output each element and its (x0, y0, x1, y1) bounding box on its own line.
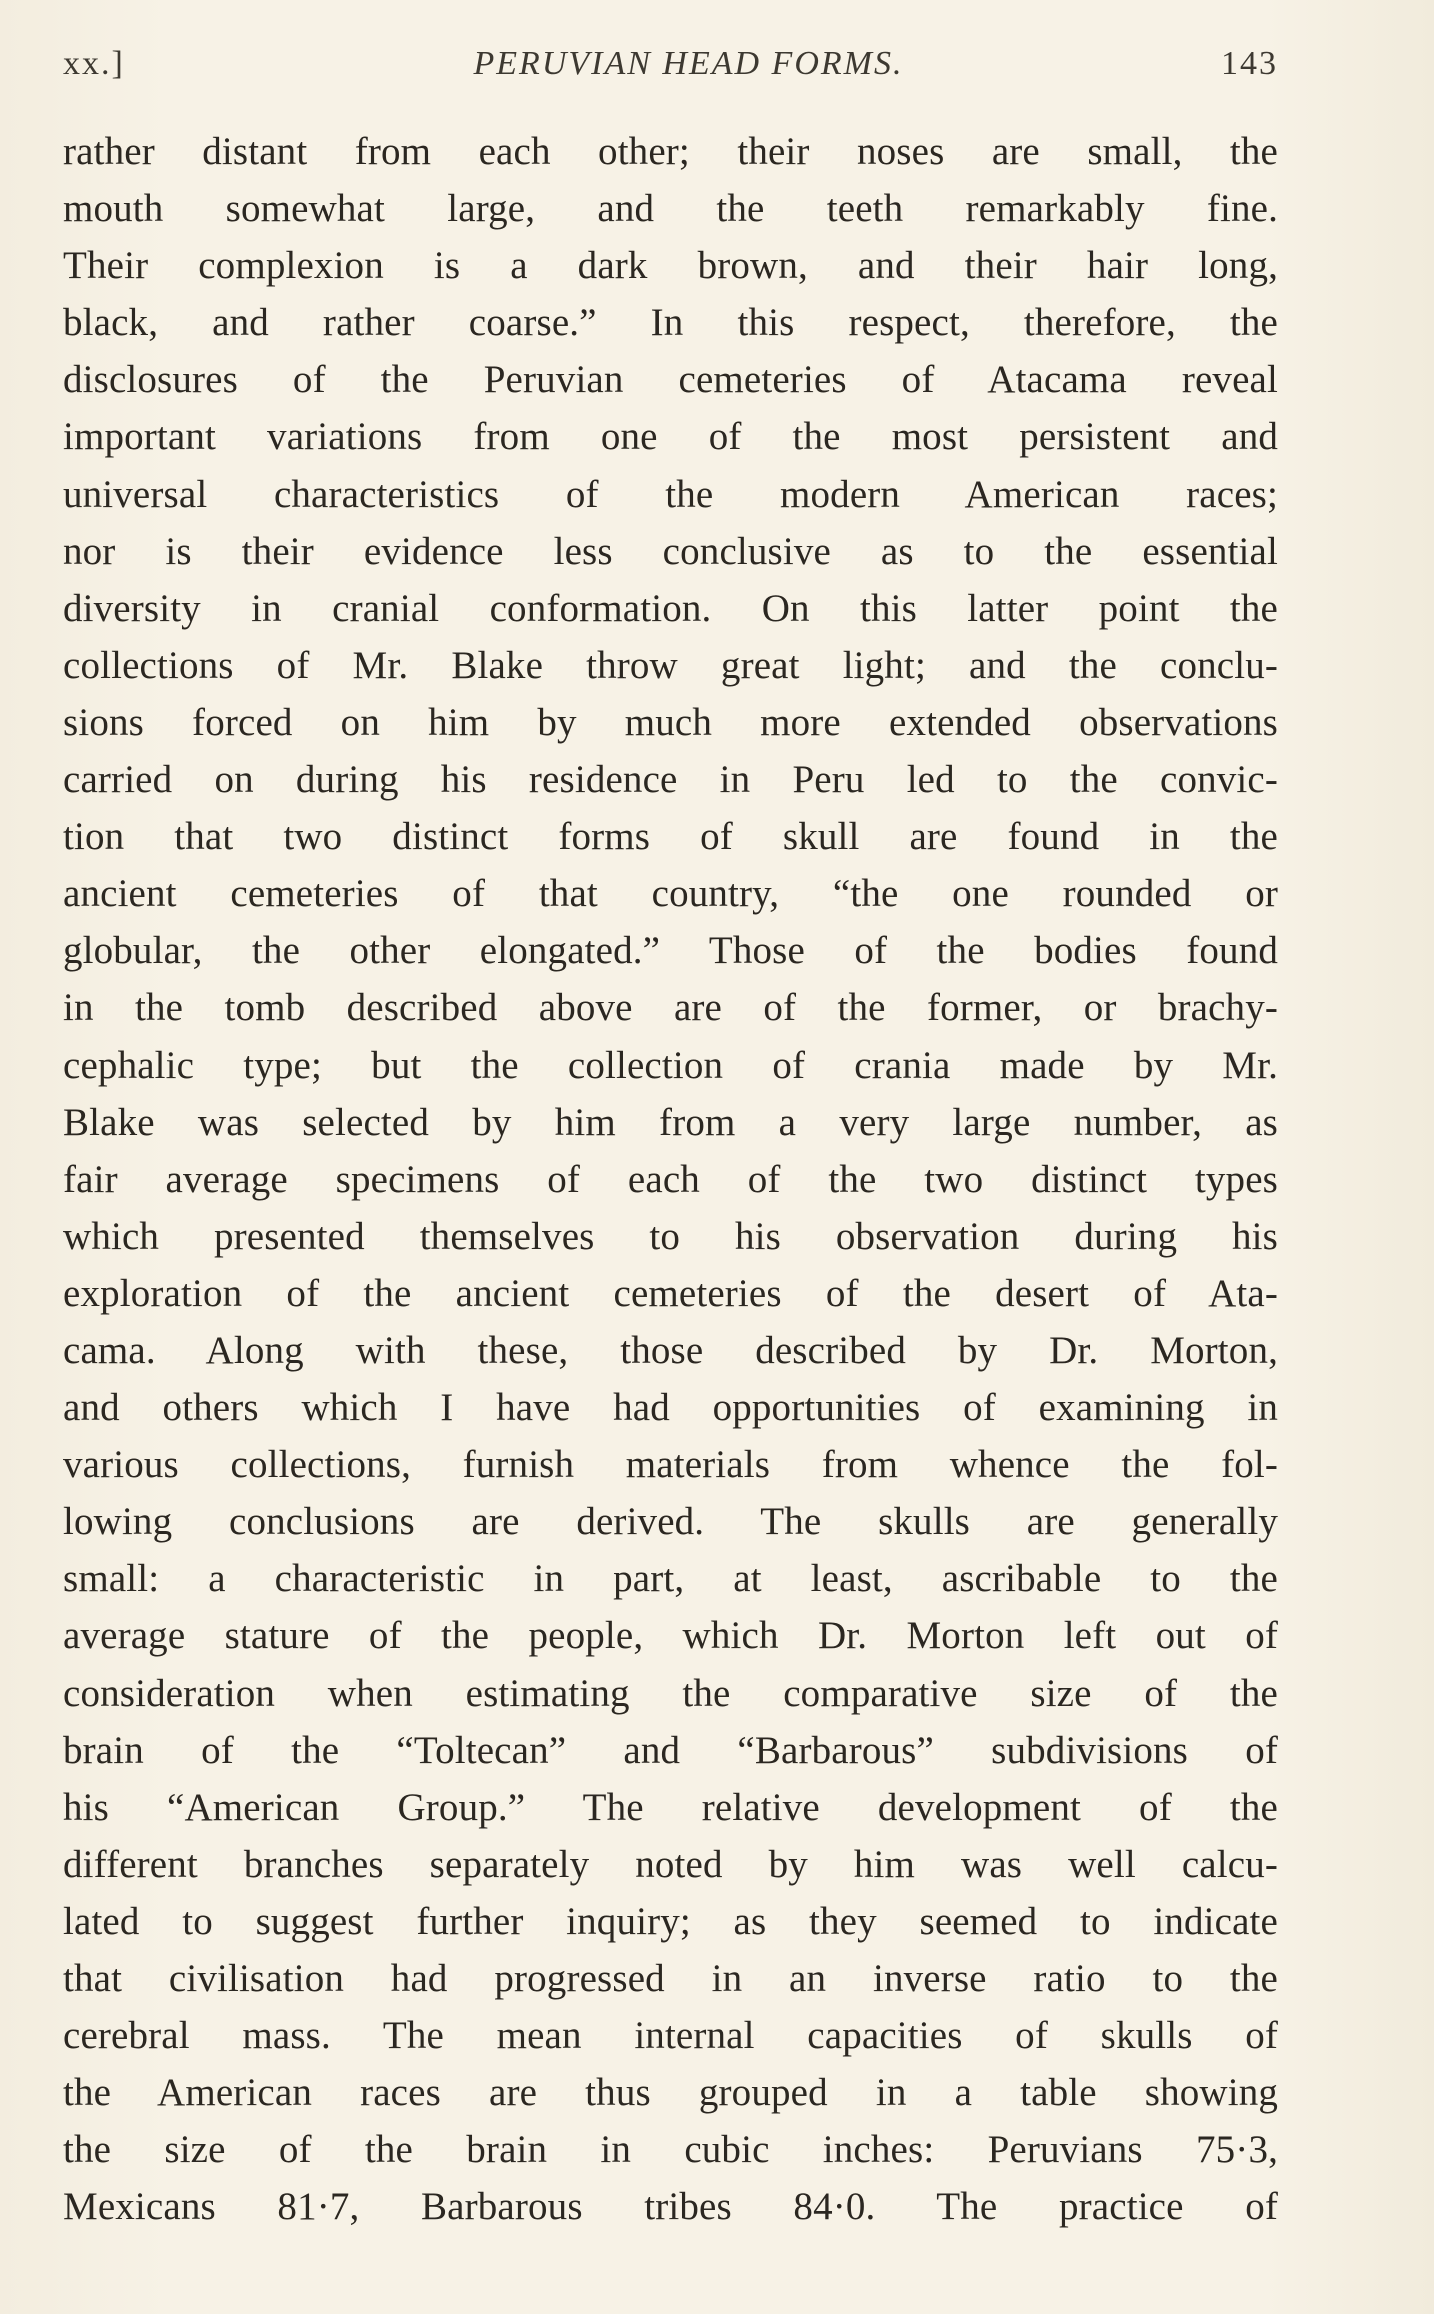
running-title: PERUVIAN HEAD FORMS. (473, 45, 904, 82)
text-line: cephalic type; but the collection of crania made by Mr. (63, 1043, 1278, 1087)
page-header (63, 38, 1278, 90)
text-line: universal characteristics of the modern American races; (63, 472, 1278, 516)
text-line: mouth somewhat large, and the teeth remarkably fine. (63, 187, 1278, 231)
text-line: disclosures of the Peruvian cemeteries of Atacama reveal (63, 358, 1278, 402)
text-line: ancient cemeteries of that country, “the one rounded or (63, 872, 1278, 916)
text-line: Mexicans 81·7, Barbarous tribes 84·0. The practice of (63, 2185, 1278, 2229)
text-line: brain of the “Toltecan” and “Barbarous” subdivisions of (63, 1728, 1278, 1772)
text-line: exploration of the ancient cemeteries of the desert of Ata- (63, 1271, 1278, 1315)
text-line: in the tomb described above are of the former, or brachy- (63, 986, 1278, 1030)
text-line: Their complexion is a dark brown, and their hair long, (63, 244, 1278, 288)
text-line: carried on during his residence in Peru led to the convic- (63, 758, 1278, 802)
text-line: fair average specimens of each of the two distinct types (63, 1157, 1278, 1201)
text-line: tion that two distinct forms of skull are found in the (63, 815, 1278, 859)
text-line: and others which I have had opportunities of examining in (63, 1386, 1278, 1430)
text-line: nor is their evidence less conclusive as to the essential (63, 529, 1278, 573)
text-line: small: a characteristic in part, at least, ascribable to the (63, 1557, 1278, 1601)
text-line: globular, the other elongated.” Those of the bodies found (63, 929, 1278, 973)
text-line: lowing conclusions are derived. The skulls are generally (63, 1500, 1278, 1544)
text-line: rather distant from each other; their noses are small, the (63, 130, 1278, 173)
text-line: various collections, furnish materials from whence the fol- (63, 1443, 1278, 1487)
text-line: black, and rather coarse.” In this respect, therefore, the (63, 301, 1278, 345)
text-line: Blake was selected by him from a very large number, as (63, 1100, 1278, 1144)
text-line: lated to suggest further inquiry; as they seemed to indicate (63, 1899, 1278, 1943)
text-line: his “American Group.” The relative development of the (63, 1785, 1278, 1829)
text-line: that civilisation had progressed in an inverse ratio to the (63, 1957, 1278, 2000)
text-line: collections of Mr. Blake throw great light; and the conclu- (63, 643, 1278, 687)
text-line: different branches separately noted by him was well calcu- (63, 1842, 1278, 1886)
chapter-marker: xx.] (63, 45, 125, 82)
text-line: the American races are thus grouped in a table showing (63, 2071, 1278, 2115)
text-line: cama. Along with these, those described by Dr. Morton, (63, 1328, 1278, 1372)
text-line: diversity in cranial conformation. On this latter point the (63, 586, 1278, 630)
page-number: 143 (1221, 45, 1278, 82)
text-line: important variations from one of the most persistent and (63, 415, 1278, 459)
text-line: cerebral mass. The mean internal capacities of skulls of (63, 2014, 1278, 2058)
text-line: the size of the brain in cubic inches: Peruvians 75·3, (63, 2128, 1278, 2172)
text-line: which presented themselves to his observation during his (63, 1214, 1278, 1258)
text-line: consideration when estimating the comparative size of the (63, 1671, 1278, 1715)
text-line: sions forced on him by much more extended observations (63, 700, 1278, 744)
text-line: average stature of the people, which Dr. Morton left out of (63, 1614, 1278, 1658)
body-text (63, 123, 1278, 2235)
